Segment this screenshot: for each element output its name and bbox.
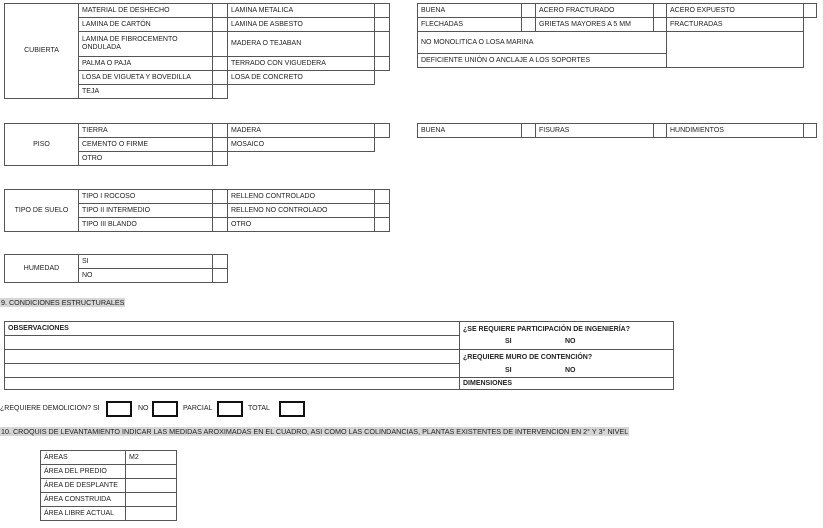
cubierta-label: CUBIERTA — [5, 4, 79, 99]
cubierta-option: LOSA DE VIGUETA Y BOVEDILLA — [79, 71, 213, 85]
piso-option: CEMENTO O FIRME — [79, 138, 213, 152]
checkbox-cell[interactable] — [213, 190, 228, 204]
suelo-label: TIPO DE SUELO — [5, 190, 79, 232]
muro-no[interactable]: NO — [565, 366, 576, 374]
cubierta-option: LAMINA DE CARTÓN — [79, 18, 213, 32]
muro-options — [460, 364, 673, 377]
checkbox-cell[interactable] — [213, 32, 228, 57]
observaciones-line[interactable] — [5, 364, 460, 378]
muro-question: ¿REQUIERE MURO DE CONTENCIÓN? — [463, 353, 593, 361]
suelo-option: RELLENO NO CONTROLADO — [228, 204, 375, 218]
empty-cell — [375, 138, 390, 152]
observaciones-table — [4, 321, 674, 390]
ingenieria-no[interactable]: NO — [565, 337, 576, 345]
estado-option: DEFICIENTE UNIÓN O ANCLAJE A LOS SOPORTES — [418, 54, 667, 68]
muro-si[interactable]: SI — [505, 366, 512, 374]
checkbox-cell[interactable] — [522, 124, 536, 138]
empty-cell — [375, 71, 390, 85]
checkbox-cell[interactable] — [654, 124, 667, 138]
cubierta-option: LAMINA DE FIBROCEMENTO ONDULADA — [79, 32, 213, 57]
ingenieria-si[interactable]: SI — [505, 337, 512, 345]
suelo-option: TIPO I ROCOSO — [79, 190, 213, 204]
checkbox-cell[interactable] — [375, 124, 390, 138]
checkbox-cell[interactable] — [375, 4, 390, 18]
demolicion-question: ¿REQUIERE DEMOLICION? SI — [0, 405, 100, 412]
estado-option: GRIETAS MAYORES A 5 MM — [536, 18, 654, 32]
estado-option: FRACTURADAS — [667, 18, 804, 32]
cubierta-option: MATERIAL DE DESHECHO — [79, 4, 213, 18]
cubierta-option: LOSA DE CONCRETO — [228, 71, 375, 85]
empty-cell — [804, 18, 817, 32]
m2-header: M2 — [126, 451, 177, 465]
checkbox-cell[interactable] — [213, 85, 228, 99]
checkbox-cell[interactable] — [375, 190, 390, 204]
checkbox-cell[interactable] — [375, 218, 390, 232]
area-value-cell[interactable] — [126, 507, 177, 521]
checkbox-cell[interactable] — [213, 218, 228, 232]
piso-estado-table — [417, 123, 817, 138]
humedad-label: HUMEDAD — [5, 255, 79, 283]
checkbox-cell[interactable] — [213, 255, 228, 269]
estado-option: FISURAS — [536, 124, 654, 138]
estado-option: NO MONOLITICA O LOSA MARINA — [418, 32, 667, 54]
cubierta-option: LAMINA DE ASBESTO — [228, 18, 375, 32]
humedad-option: NO — [79, 269, 213, 283]
cubierta-option: MADERA O TEJABAN — [228, 32, 375, 57]
checkbox-cell[interactable] — [375, 32, 390, 57]
checkbox-cell[interactable] — [213, 57, 228, 71]
area-row-label: ÁREA DE DESPLANTE — [41, 479, 126, 493]
suelo-option: TIPO II INTERMEDIO — [79, 204, 213, 218]
area-value-cell[interactable] — [126, 493, 177, 507]
checkbox-cell[interactable] — [654, 4, 667, 18]
checkbox-cell[interactable] — [213, 18, 228, 32]
cubierta-table — [4, 3, 390, 99]
piso-label: PISO — [5, 124, 79, 166]
estado-option: BUENA — [418, 124, 522, 138]
demolicion-total-label: TOTAL — [248, 405, 270, 412]
checkbox-cell[interactable] — [213, 71, 228, 85]
ingenieria-question: ¿SE REQUIERE PARTICIPACIÓN DE INGENIERÍA? — [463, 325, 630, 333]
demolicion-si-box[interactable] — [106, 401, 132, 417]
areas-header: ÁREAS — [41, 451, 126, 465]
areas-table — [40, 450, 177, 521]
observaciones-line[interactable] — [5, 378, 460, 390]
checkbox-cell[interactable] — [375, 204, 390, 218]
section-9-heading: 9. CONDICIONES ESTRUCTURALES — [1, 298, 125, 307]
estado-option: ACERO EXPUESTO — [667, 4, 804, 18]
checkbox-cell[interactable] — [375, 57, 390, 71]
checkbox-cell[interactable] — [213, 124, 228, 138]
empty-cell — [228, 85, 390, 99]
piso-option: MOSAICO — [228, 138, 375, 152]
demolicion-no-label: NO — [138, 405, 149, 412]
humedad-table — [4, 254, 228, 283]
checkbox-cell[interactable] — [804, 124, 817, 138]
checkbox-cell[interactable] — [522, 4, 536, 18]
piso-option: MADERA — [228, 124, 375, 138]
dimensiones-label: DIMENSIONES — [460, 378, 674, 390]
area-row-label: ÁREA CONSTRUIDA — [41, 493, 126, 507]
estado-option: BUENA — [418, 4, 522, 18]
ingenieria-cell — [460, 322, 674, 350]
suelo-option: TIPO III BLANDO — [79, 218, 213, 232]
empty-cell — [804, 32, 817, 54]
observaciones-line[interactable] — [5, 350, 460, 364]
cubierta-option: LAMINA METALICA — [228, 4, 375, 18]
cubierta-estado-table — [417, 3, 817, 68]
area-row-label: ÁREA DEL PREDIO — [41, 465, 126, 479]
checkbox-cell[interactable] — [654, 18, 667, 32]
suelo-option: OTRO — [228, 218, 375, 232]
ingenieria-options — [460, 336, 673, 348]
muro-cell — [460, 350, 674, 378]
checkbox-cell[interactable] — [213, 269, 228, 283]
suelo-table — [4, 189, 390, 232]
checkbox-cell[interactable] — [375, 18, 390, 32]
section-10-heading: 10. CROQUIS DE LEVANTAMIENTO INDICAR LAS MEDIDAS AROXIMADAS EN EL CUADRO, ASI COMO LAS COLINDANCIAS, PLANTAS EXISTENTES DE INTERVENCION EN 2° Y 3° NIVEL — [1, 427, 629, 436]
piso-table — [4, 123, 390, 166]
piso-option: TIERRA — [79, 124, 213, 138]
observaciones-title: OBSERVACIONES — [5, 322, 460, 336]
suelo-option: RELLENO CONTROLADO — [228, 190, 375, 204]
checkbox-cell[interactable] — [213, 4, 228, 18]
estado-option: HUNDIMIENTOS — [667, 124, 804, 138]
empty-cell — [667, 54, 804, 68]
demolicion-parcial-label: PARCIAL — [183, 405, 213, 412]
checkbox-cell[interactable] — [522, 18, 536, 32]
cubierta-option: PALMA O PAJA — [79, 57, 213, 71]
demolicion-total-box[interactable] — [279, 401, 305, 417]
demolicion-parcial-box[interactable] — [217, 401, 243, 417]
observaciones-line[interactable] — [5, 336, 460, 350]
area-row-label: ÁREA LIBRE ACTUAL — [41, 507, 126, 521]
checkbox-cell[interactable] — [804, 4, 817, 18]
humedad-option: SI — [79, 255, 213, 269]
checkbox-cell[interactable] — [213, 152, 228, 166]
checkbox-cell[interactable] — [213, 138, 228, 152]
cubierta-option: TEJA — [79, 85, 213, 99]
estado-option: ACERO FRACTURADO — [536, 4, 654, 18]
piso-option: OTRO — [79, 152, 213, 166]
area-value-cell[interactable] — [126, 479, 177, 493]
empty-cell — [804, 54, 817, 68]
empty-cell — [228, 152, 390, 166]
empty-cell — [667, 32, 804, 54]
checkbox-cell[interactable] — [213, 204, 228, 218]
estado-option: FLECHADAS — [418, 18, 522, 32]
area-value-cell[interactable] — [126, 465, 177, 479]
cubierta-option: TERRADO CON VIGUEDERA — [228, 57, 375, 71]
demolicion-no-box[interactable] — [152, 401, 178, 417]
